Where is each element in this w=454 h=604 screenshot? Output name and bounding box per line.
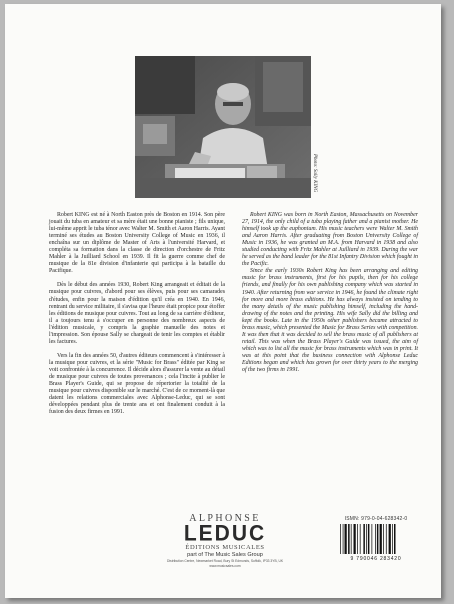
publisher-logo [150, 514, 300, 568]
back-cover-page [5, 4, 441, 598]
barcode-digits: 9 790046 283420 [350, 556, 402, 562]
photo-credit: Photo: Sally KING [312, 154, 317, 193]
publisher-website: www.musicsales.com [209, 563, 241, 568]
publisher-name-top: ALPHONSE [189, 513, 261, 524]
publisher-subtitle: ÉDITIONS MUSICALES [185, 544, 265, 551]
english-paragraph-1: Robert KING was born in North Easton, Massachusetts on November 27, 1914, the only child of a tuba playing father and a pianist mother. He himself took up the euphonium. His music teachers were Walter M. Smith and Aaron Harris. After graduating from Boston University College of Music in 1936, he was granted an M.A. from Harvard in 1938 and also studied conducting with Fritz Mahler at Juilliard in 1939. During the war he served as the band leader for the 81st Infantry Division which fought in the Pacific. [242, 212, 418, 268]
french-paragraph-1: Robert KING est né à North Easton près de Boston en 1914. Son père jouait du tuba en amateur et sa mère était une bonne pianiste ; fils unique, lui-même apprit le tuba ténor avec Walter M. Smith et Aaron Harris. Ayant terminé ses études au Boston University College of Music en 1936, il enchaîna sur un diplôme de Master of Arts à l'université Harvard, et compléta sa formation dans la classe de direction d'orchestre de Fritz Mahler à la Juilliard School en 1939. Il fit la guerre comme chef de musique de la 81e division d'infanterie qui participa à la bataille du Pacifique. [49, 212, 225, 275]
publisher-name-main: LEDUC [183, 521, 267, 546]
english-biography [242, 212, 418, 374]
french-biography [49, 212, 225, 423]
french-paragraph-3: Vers la fin des années 50, d'autres éditeurs commencent à s'intéresser à la musique pour cuivres, et la série "Music for Brass" éditée par King se voit confrontée à la concurrence. Il décide alors d'assurer la vente au détail de musique pour cuivres de toutes provenances ; cela l'incite à publier le Brass Player's Guide, qui se propose de répertorier la totalité de la musique pour cuivres disponible sur le marché. C'est de ce moment-là que datent les relations commerciales avec Alphonse-Leduc, qui se sont développées pendant plus de trente ans et ont finalement conduit à la fusion des deux firmes en 1991. [49, 352, 225, 416]
ismn-number: ISMN: 979-0-04-628342-0 [344, 516, 408, 522]
barcode-icon [338, 524, 414, 556]
english-paragraph-2: Since the early 1930s Robert King has been arranging and editing music for brass instruments, first for his pupils, then for his college friends, and finally for his own publishing company which was started in 1940. After returning from war service in 1946, he found the climate right for more and more brass editions. He has always insisted on tending to the many details of the music publishing himself, including the hand-drawing of the notes and the printing. His wife Sally did the billing and kept the books. Late in the 1950s other publishers became attracted to brass music, which presented the Music for Brass Series with competition. It was then that it was decided to sell the brass music of all publishers at retail. This was when the Brass Player's Guide was issued, the aim of which was to list all the music for brass instruments which was in print. It was at this point that the business connection with Alphonse Leduc Editions began and which has grown for over thirty years to the merging of the two firms in 1991. [242, 268, 418, 374]
author-photo [135, 56, 311, 198]
publisher-group: part of The Music Sales Group [187, 552, 263, 558]
barcode-block [338, 516, 414, 562]
author-photo-image [135, 56, 311, 198]
publisher-address: Distribution Centre, Newmarket Road, Bury St Edmunds, Suffolk, IP33 3YB, UK [166, 559, 284, 563]
french-paragraph-2: Dès le début des années 1930, Robert King arrangeait et éditait de la musique pour cuivres, d'abord pour ses élèves, puis pour ses camarades d'études, enfin pour la maison d'édition qu'il créa en 1940. En 1946, rentrant du service militaire, il s'avisa que l'heure était propice pour étoffer les éditions de musique pour cuivres. Tout au long de sa carrière d'éditeur, il a toujours tenu à s'occuper en personne des nombreux aspects de l'édition musicale, y compris la graphie manuelle des notes et l'impression. Son épouse Sally se chargeait de tenir les comptes et établir les factures. [49, 282, 225, 345]
